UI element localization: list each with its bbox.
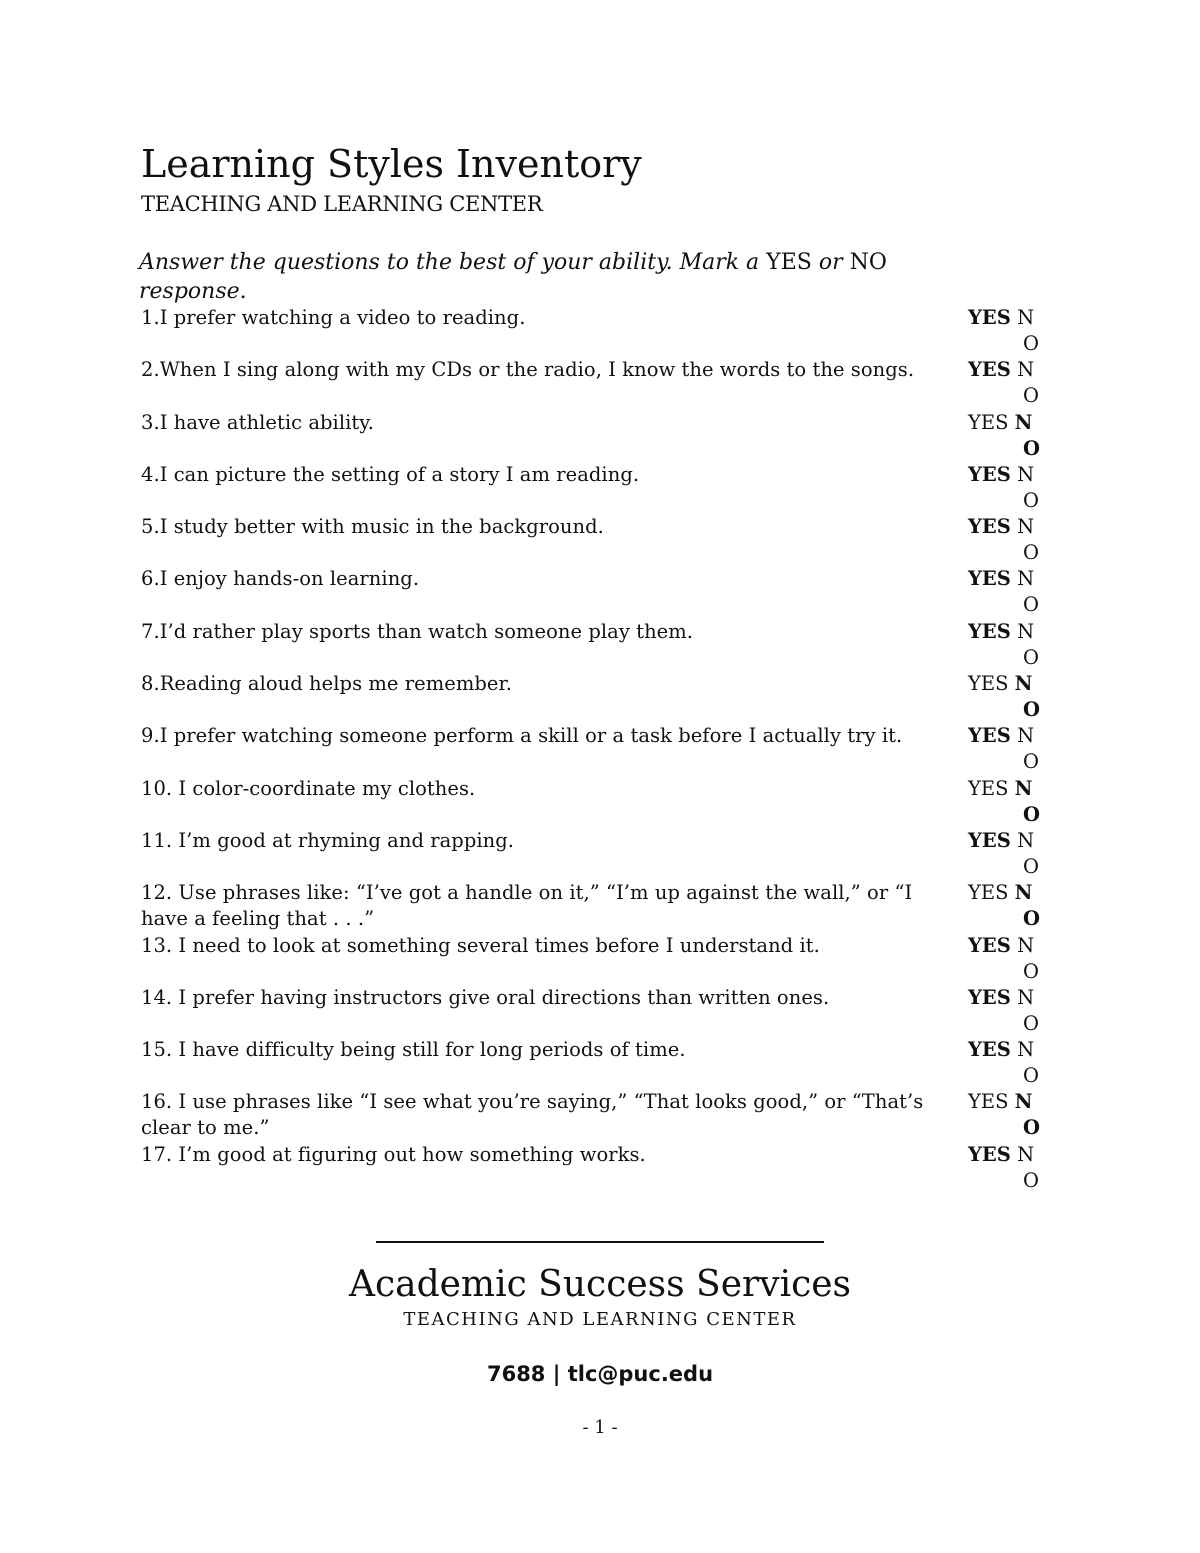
question-text: 6.I enjoy hands-on learning. [141, 567, 420, 591]
answer-yes[interactable]: YES [968, 828, 1011, 852]
instructions [139, 248, 959, 306]
answer-no-wrap[interactable]: O [1023, 959, 1039, 983]
footer-divider [376, 1241, 824, 1243]
answer-yes[interactable]: YES [968, 1038, 1011, 1062]
answer-no-wrap[interactable]: O [1023, 854, 1039, 878]
answer-yes[interactable]: YES [968, 306, 1011, 329]
instructions-text-3: response. [139, 279, 247, 304]
question-item [141, 462, 1041, 514]
answer-yes[interactable]: YES [968, 985, 1011, 1009]
question-item [141, 1037, 1041, 1089]
answer-options [968, 566, 1043, 617]
question-item [141, 1089, 1041, 1141]
answer-no[interactable]: N [1014, 410, 1033, 434]
question-text: 16. I use phrases like “I see what you’re saying,” “That looks good,” or “That’s clear to me.” [141, 1090, 924, 1140]
answer-no-wrap[interactable]: O [1023, 593, 1039, 617]
instructions-text-1: Answer the questions to the best of your ability. Mark a [139, 250, 767, 275]
question-list [141, 305, 1041, 1194]
answer-no-wrap[interactable]: O [1023, 384, 1039, 408]
contact-info: 7688 | tlc@puc.edu [486, 1362, 714, 1386]
question-text: 7.I’d rather play sports than watch someone play them. [141, 619, 694, 643]
answer-no[interactable]: N [1017, 619, 1035, 643]
answer-no-wrap[interactable]: O [1023, 332, 1039, 355]
answer-options [968, 985, 1043, 1035]
answer-no[interactable]: N [1017, 462, 1035, 486]
answer-yes[interactable]: YES [968, 358, 1011, 382]
answer-no[interactable]: N [1014, 776, 1033, 800]
question-item [141, 410, 1041, 462]
question-text: 3.I have athletic ability. [141, 410, 375, 434]
question-item [141, 828, 1041, 880]
answer-yes[interactable]: YES [968, 672, 1009, 696]
question-text: 17. I’m good at figuring out how something works. [141, 1142, 646, 1166]
question-item [141, 566, 1041, 618]
answer-options [968, 462, 1043, 512]
question-text: 5.I study better with music in the background. [141, 515, 604, 539]
question-text: 4.I can picture the setting of a story I am reading. [141, 462, 640, 486]
question-item [141, 357, 1041, 409]
answer-options [968, 1142, 1043, 1192]
answer-options [968, 776, 1043, 826]
answer-yes[interactable]: YES [968, 462, 1011, 486]
question-text: 8.Reading aloud helps me remember. [141, 672, 512, 696]
question-item [141, 1142, 1041, 1194]
answer-options [968, 723, 1043, 774]
question-item [141, 880, 1041, 932]
answer-options [968, 671, 1043, 722]
instructions-yes: YES [766, 250, 812, 275]
question-text: 13. I need to look at something several times before I understand it. [141, 933, 820, 957]
answer-no-wrap[interactable]: O [1023, 907, 1040, 931]
answer-no-wrap[interactable]: O [1023, 436, 1040, 460]
question-item [141, 619, 1041, 671]
answer-yes[interactable]: YES [968, 1142, 1011, 1166]
page-number: - 1 - [582, 1417, 618, 1438]
answer-no-wrap[interactable]: O [1023, 802, 1040, 826]
answer-options [968, 1089, 1043, 1140]
answer-no[interactable]: N [1017, 515, 1035, 539]
question-item [141, 514, 1041, 566]
question-item [141, 933, 1041, 985]
answer-no[interactable]: N [1017, 1038, 1035, 1062]
answer-no[interactable]: N [1017, 724, 1035, 748]
answer-no[interactable]: N [1014, 881, 1033, 905]
footer-subtitle: TEACHING AND LEARNING CENTER [403, 1309, 797, 1330]
answer-options [968, 1037, 1043, 1088]
footer-title: Academic Success Services [348, 1264, 852, 1305]
answer-options [968, 357, 1043, 408]
answer-no[interactable]: N [1014, 672, 1033, 696]
document-title: Learning Styles Inventory [141, 142, 642, 186]
answer-no[interactable]: N [1017, 358, 1035, 382]
question-text: 10. I color-coordinate my clothes. [141, 776, 476, 800]
answer-no-wrap[interactable]: O [1023, 698, 1040, 722]
question-text: 9.I prefer watching someone perform a skill or a task before I actually try it. [141, 724, 903, 748]
answer-no[interactable]: N [1017, 567, 1035, 591]
question-item [141, 671, 1041, 723]
answer-yes[interactable]: YES [968, 724, 1011, 748]
document-subtitle: TEACHING AND LEARNING CENTER [141, 192, 543, 216]
answer-yes[interactable]: YES [968, 776, 1009, 800]
answer-yes[interactable]: YES [968, 1090, 1009, 1114]
answer-no-wrap[interactable]: O [1023, 750, 1039, 774]
question-text: 15. I have difficulty being still for long periods of time. [141, 1038, 686, 1062]
answer-no-wrap[interactable]: O [1023, 1011, 1039, 1035]
answer-yes[interactable]: YES [968, 515, 1011, 539]
answer-yes[interactable]: YES [968, 619, 1011, 643]
answer-yes[interactable]: YES [968, 881, 1009, 905]
question-item [141, 305, 1041, 357]
answer-options [968, 514, 1043, 565]
question-text: 12. Use phrases like: “I’ve got a handle on it,” “I’m up against the wall,” or “I have a feeling that . . .” [141, 881, 913, 931]
answer-yes[interactable]: YES [968, 410, 1009, 434]
answer-options [968, 828, 1043, 878]
question-item [141, 723, 1041, 775]
answer-options [968, 880, 1043, 931]
answer-no[interactable]: N [1017, 933, 1035, 957]
answer-no-wrap[interactable]: O [1023, 1064, 1039, 1088]
question-text: 2.When I sing along with my CDs or the radio, I know the words to the songs. [141, 358, 915, 382]
answer-yes[interactable]: YES [968, 567, 1011, 591]
answer-no-wrap[interactable]: O [1023, 1168, 1039, 1192]
question-item [141, 985, 1041, 1037]
answer-no-wrap[interactable]: O [1023, 541, 1039, 565]
answer-options [968, 410, 1043, 460]
instructions-no: NO [849, 250, 887, 275]
answer-no[interactable]: N [1017, 828, 1035, 852]
answer-no-wrap[interactable]: O [1023, 1116, 1040, 1140]
answer-yes[interactable]: YES [968, 933, 1011, 957]
answer-options [968, 933, 1043, 983]
question-item [141, 776, 1041, 828]
answer-no[interactable]: N [1017, 306, 1035, 329]
question-text: 11. I’m good at rhyming and rapping. [141, 828, 515, 852]
answer-no[interactable]: N [1014, 1090, 1033, 1114]
answer-no-wrap[interactable]: O [1023, 488, 1039, 512]
answer-no-wrap[interactable]: O [1023, 645, 1039, 669]
question-text: 14. I prefer having instructors give oral directions than written ones. [141, 985, 830, 1009]
answer-options [968, 305, 1043, 355]
answer-options [968, 619, 1043, 669]
instructions-text-2: or [811, 250, 850, 275]
answer-no[interactable]: N [1017, 985, 1035, 1009]
answer-no[interactable]: N [1017, 1142, 1035, 1166]
question-text: 1.I prefer watching a video to reading. [141, 306, 526, 329]
